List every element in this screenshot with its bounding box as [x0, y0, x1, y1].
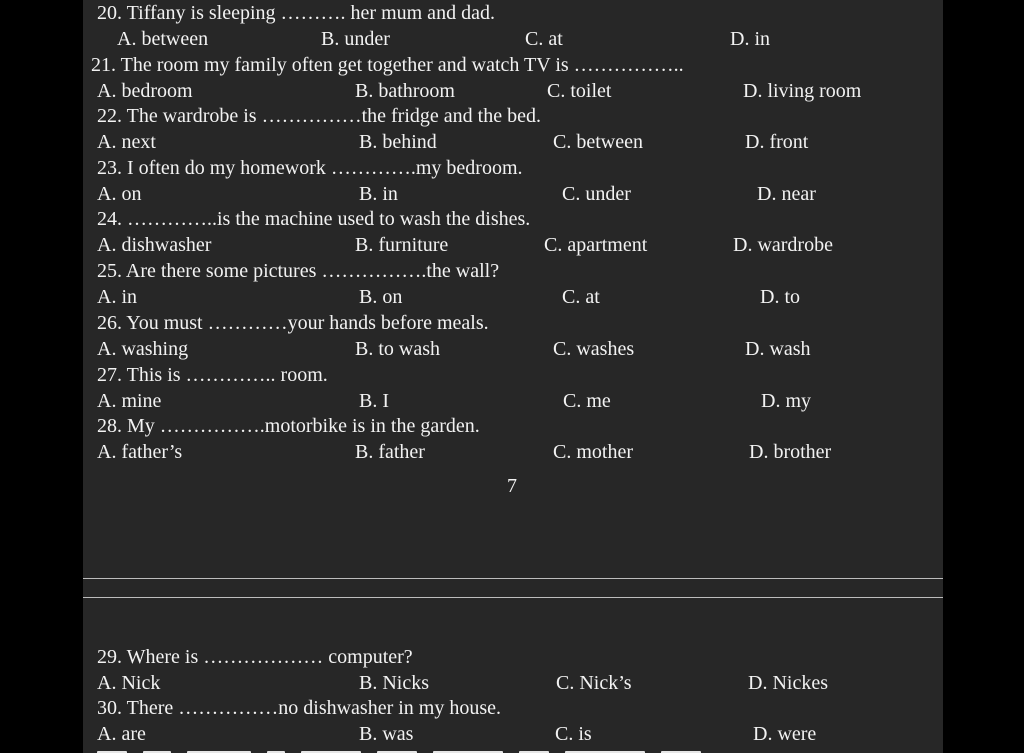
- question-22: [83, 106, 943, 130]
- option-d: D. near: [757, 183, 816, 205]
- option-c: C. under: [562, 183, 631, 205]
- option-d: D. Nickes: [748, 672, 828, 694]
- options-21: [83, 81, 943, 105]
- page-number: 7: [507, 475, 517, 497]
- options-28: [83, 442, 943, 466]
- question-text: 26. You must …………your hands before meals.: [97, 312, 489, 334]
- options-20: [83, 29, 943, 53]
- option-a: A. dishwasher: [97, 234, 212, 256]
- option-a: A. Nick: [97, 672, 161, 694]
- option-d: D. wardrobe: [733, 234, 833, 256]
- option-d: D. living room: [743, 80, 862, 102]
- option-c: C. at: [525, 28, 563, 50]
- question-30: [83, 698, 943, 722]
- option-d: D. were: [753, 723, 817, 745]
- page-divider-top: [83, 578, 943, 579]
- option-a: A. washing: [97, 338, 189, 360]
- question-26: [83, 313, 943, 337]
- question-text: 20. Tiffany is sleeping ………. her mum and dad.: [97, 2, 495, 24]
- option-a: A. mine: [97, 390, 162, 412]
- option-b: B. Nicks: [359, 672, 429, 694]
- question-28: [83, 416, 943, 440]
- question-24: [83, 209, 943, 233]
- question-20: [83, 3, 943, 27]
- option-b: B. on: [359, 286, 403, 308]
- options-26: [83, 339, 943, 363]
- option-b: B. in: [359, 183, 398, 205]
- question-text: 28. My …………….motorbike is in the garden.: [97, 415, 480, 437]
- option-b: B. I: [359, 390, 389, 412]
- options-29: [83, 673, 943, 697]
- option-a: A. in: [97, 286, 137, 308]
- option-c: C. between: [553, 131, 643, 153]
- option-c: C. is: [555, 723, 592, 745]
- option-b: B. father: [355, 441, 425, 463]
- option-c: C. Nick’s: [556, 672, 632, 694]
- question-25: [83, 261, 943, 285]
- option-b: B. furniture: [355, 234, 449, 256]
- option-c: C. me: [563, 390, 611, 412]
- option-b: B. to wash: [355, 338, 440, 360]
- option-c: C. at: [562, 286, 600, 308]
- options-25: [83, 287, 943, 311]
- option-b: B. was: [359, 723, 414, 745]
- option-c: C. apartment: [544, 234, 648, 256]
- option-a: A. on: [97, 183, 142, 205]
- question-text: 30. There ……………no dishwasher in my house.: [97, 697, 502, 719]
- option-c: C. toilet: [547, 80, 612, 102]
- question-text: 23. I often do my homework ………….my bedroom.: [97, 157, 523, 179]
- option-d: D. wash: [745, 338, 811, 360]
- option-d: D. front: [745, 131, 809, 153]
- options-23: [83, 184, 943, 208]
- question-23: [83, 158, 943, 182]
- option-b: B. under: [321, 28, 390, 50]
- option-c: C. mother: [553, 441, 633, 463]
- option-a: A. next: [97, 131, 156, 153]
- option-a: A. are: [97, 723, 146, 745]
- question-text: 22. The wardrobe is ……………the fridge and the bed.: [97, 105, 541, 127]
- options-27: [83, 391, 943, 415]
- question-text: 21. The room my family often get together and watch TV is ……………..: [91, 54, 684, 76]
- question-text: 29. Where is ……………… computer?: [97, 646, 413, 668]
- option-c: C. washes: [553, 338, 635, 360]
- question-text: 24. …………..is the machine used to wash the dishes.: [97, 208, 531, 230]
- document-page: [83, 0, 943, 753]
- question-29: [83, 647, 943, 671]
- question-text: 25. Are there some pictures …………….the wall?: [97, 260, 500, 282]
- truncated-next-line: [97, 745, 797, 753]
- question-text: 27. This is ………….. room.: [97, 364, 328, 386]
- page-divider-bottom: [83, 597, 943, 598]
- question-21: [83, 55, 943, 79]
- options-24: [83, 235, 943, 259]
- option-a: A. between: [117, 28, 209, 50]
- question-27: [83, 365, 943, 389]
- option-d: D. to: [760, 286, 800, 308]
- option-b: B. behind: [359, 131, 437, 153]
- option-d: D. my: [761, 390, 811, 412]
- option-d: D. brother: [749, 441, 832, 463]
- option-a: A. father’s: [97, 441, 183, 463]
- options-22: [83, 132, 943, 156]
- option-d: D. in: [730, 28, 770, 50]
- option-a: A. bedroom: [97, 80, 193, 102]
- option-b: B. bathroom: [355, 80, 455, 102]
